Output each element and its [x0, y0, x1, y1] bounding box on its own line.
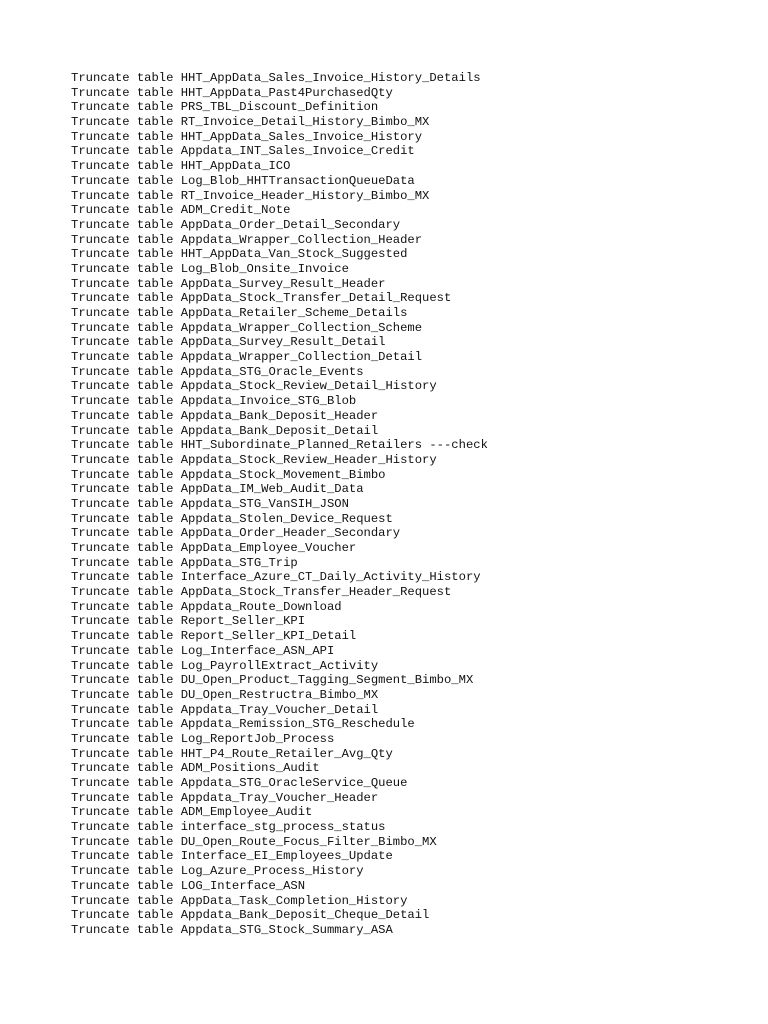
sql-statement-line: Truncate table Appdata_Stock_Review_Header_History — [71, 452, 437, 467]
sql-statement-line: Truncate table interface_stg_process_status — [71, 820, 386, 835]
sql-statement-line: Truncate table DU_Open_Restructra_Bimbo_MX — [71, 687, 379, 702]
sql-statement-line: Truncate table HHT_AppData_Sales_Invoice_History — [71, 129, 423, 144]
sql-statement-line: Truncate table Appdata_Bank_Deposit_Detail — [71, 423, 379, 438]
sql-statement-line: Truncate table Appdata_Route_Download — [71, 599, 342, 614]
sql-statement-line: Truncate table HHT_AppData_Sales_Invoice_History_Details — [71, 71, 481, 85]
sql-statement-line: Truncate table Appdata_STG_Stock_Summary_ASA — [71, 922, 393, 937]
sql-statement-line: Truncate table AppData_Retailer_Scheme_Details — [71, 306, 408, 320]
sql-statement-line: Truncate table HHT_AppData_ICO — [71, 159, 291, 174]
sql-script-text — [71, 71, 488, 938]
sql-statement-line: Truncate table ADM_Credit_Note — [71, 203, 291, 218]
sql-statement-line: Truncate table RT_Invoice_Header_History_Bimbo_MX — [71, 188, 430, 203]
sql-statement-line: Truncate table Report_Seller_KPI_Detail — [71, 629, 357, 644]
sql-statement-line: Truncate table AppData_Stock_Transfer_Header_Request — [71, 585, 452, 600]
sql-statement-line: Truncate table AppData_Employee_Voucher — [71, 541, 357, 555]
sql-statement-line: Truncate table PRS_TBL_Discount_Definition — [71, 100, 379, 115]
sql-statement-line: Truncate table Log_Interface_ASN_API — [71, 643, 335, 658]
sql-statement-line: Truncate table RT_Invoice_Detail_History_Bimbo_MX — [71, 115, 430, 130]
sql-statement-line: Truncate table Appdata_Bank_Deposit_Cheque_Detail — [71, 908, 430, 923]
sql-statement-line: Truncate table Appdata_Stock_Review_Detail_History — [71, 379, 437, 394]
sql-statement-line: Truncate table ADM_Positions_Audit — [71, 761, 320, 776]
sql-statement-line: Truncate table LOG_Interface_ASN — [71, 878, 306, 893]
sql-statement-line: Truncate table Appdata_Remission_STG_Reschedule — [71, 717, 415, 732]
sql-statement-line: Truncate table Appdata_Stolen_Device_Request — [71, 511, 393, 526]
sql-statement-line: Truncate table Appdata_Stock_Movement_Bimbo — [71, 467, 386, 482]
sql-statement-line: Truncate table HHT_P4_Route_Retailer_Avg_Qty — [71, 746, 393, 761]
sql-statement-line: Truncate table Appdata_Tray_Voucher_Detail — [71, 702, 379, 717]
sql-statement-line: Truncate table Appdata_Tray_Voucher_Header — [71, 790, 379, 805]
sql-statement-line: Truncate table Log_PayrollExtract_Activity — [71, 658, 379, 673]
sql-statement-line: Truncate table Interface_Azure_CT_Daily_Activity_History — [71, 570, 481, 585]
sql-statement-line: Truncate table HHT_AppData_Van_Stock_Suggested — [71, 247, 408, 262]
sql-statement-line: Truncate table AppData_Task_Completion_History — [71, 893, 408, 908]
sql-statement-line: Truncate table Appdata_STG_Oracle_Events — [71, 364, 364, 379]
sql-statement-line: Truncate table AppData_STG_Trip — [71, 555, 298, 570]
sql-statement-line: Truncate table Appdata_Bank_Deposit_Header — [71, 408, 379, 423]
sql-statement-line: Truncate table Appdata_Wrapper_Collection_Detail — [71, 350, 423, 365]
sql-statement-line: Truncate table AppData_Order_Header_Secondary — [71, 526, 401, 541]
sql-statement-line: Truncate table Log_Azure_Process_History — [71, 864, 364, 879]
sql-statement-line: Truncate table Appdata_INT_Sales_Invoice_Credit — [71, 144, 415, 159]
sql-statement-line: Truncate table Appdata_Wrapper_Collection_Scheme — [71, 320, 423, 335]
sql-statement-line: Truncate table AppData_Stock_Transfer_Detail_Request — [71, 291, 452, 306]
sql-statement-line: Truncate table DU_Open_Route_Focus_Filter_Bimbo_MX — [71, 834, 437, 849]
sql-statement-line: Truncate table Appdata_Wrapper_Collection_Header — [71, 232, 423, 247]
sql-statement-line: Truncate table Interface_EI_Employees_Update — [71, 849, 393, 864]
sql-statement-line: Truncate table DU_Open_Product_Tagging_Segment_Bimbo_MX — [71, 673, 474, 688]
sql-statement-line: Truncate table Appdata_STG_VanSIH_JSON — [71, 496, 349, 511]
sql-statement-line: Truncate table Log_ReportJob_Process — [71, 731, 335, 746]
sql-statement-line: Truncate table AppData_Order_Detail_Secondary — [71, 217, 401, 232]
sql-statement-line: Truncate table Report_Seller_KPI — [71, 614, 306, 629]
sql-statement-line: Truncate table Appdata_STG_OracleService_Queue — [71, 776, 408, 790]
sql-statement-line: Truncate table AppData_Survey_Result_Detail — [71, 335, 386, 350]
sql-statement-line: Truncate table Appdata_Invoice_STG_Blob — [71, 394, 357, 409]
sql-statement-line: Truncate table HHT_AppData_Past4PurchasedQty — [71, 85, 393, 100]
sql-statement-line: Truncate table Log_Blob_HHTTransactionQueueData — [71, 173, 415, 188]
sql-statement-line: Truncate table Log_Blob_Onsite_Invoice — [71, 261, 349, 276]
sql-statement-line: Truncate table AppData_IM_Web_Audit_Data — [71, 482, 364, 497]
sql-statement-line: Truncate table ADM_Employee_Audit — [71, 805, 313, 820]
sql-statement-line: Truncate table HHT_Subordinate_Planned_Retailers ---check — [71, 438, 488, 453]
sql-statement-line: Truncate table AppData_Survey_Result_Header — [71, 276, 386, 291]
